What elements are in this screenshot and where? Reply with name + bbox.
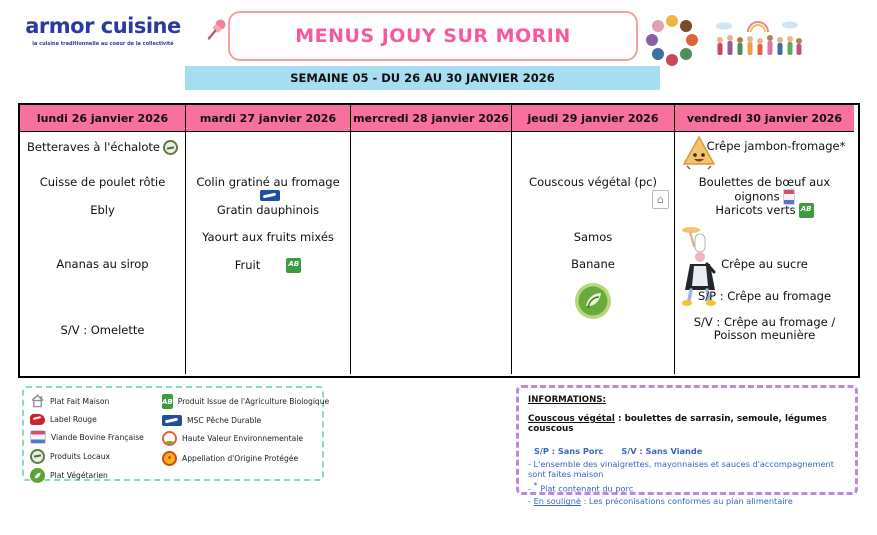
menu-item: Fruit AB <box>186 258 350 273</box>
day-header-lundi: lundi 26 janvier 2026 <box>20 105 186 132</box>
legend-label: Produit Issue de l'Agriculture Biologique <box>177 397 330 406</box>
legend-item <box>30 430 158 444</box>
produits-locaux-icon <box>163 140 178 155</box>
menu-item: Crêpe jambon-fromage* <box>706 139 846 153</box>
menu-column-mardi <box>186 132 351 374</box>
legend-right-column <box>162 394 330 483</box>
msc-label-icon <box>162 415 182 426</box>
menu-column-vendredi <box>675 132 854 374</box>
page-title: MENUS JOUY SUR MORIN <box>295 25 571 47</box>
informations-title: INFORMATIONS: <box>528 395 606 405</box>
legend-label: Haute Valeur Environnementale <box>182 434 304 443</box>
menu-item: Cuisse de poulet rôtie <box>39 175 166 189</box>
aop-icon <box>162 451 177 466</box>
logo-tagline: la cuisine traditionnelle au coeur de la collectivité <box>32 41 174 47</box>
legend-label: Appellation d'Origine Protégée <box>182 453 299 463</box>
menu-item: Crêpe au sucre <box>721 257 808 271</box>
menu-item: S/P : Crêpe au fromage <box>697 289 832 303</box>
day-header-jeudi: jeudi 29 janvier 2026 <box>512 105 675 132</box>
legend-item <box>30 413 158 426</box>
children-group-illustration <box>712 18 804 68</box>
ab-bio-icon: AB <box>799 203 814 218</box>
note-sauces: - L'ensemble des vinaigrettes, mayonnaises et sauces d'accompagnement sont faites maison <box>528 458 834 479</box>
menu-item: Ananas au sirop <box>56 257 149 271</box>
armor-cuisine-logo <box>18 14 188 47</box>
day-header-vendredi: vendredi 30 janvier 2026 <box>675 105 854 132</box>
note-porc: - * Plat contenant du porc <box>528 481 634 494</box>
menu-item: S/V : Crêpe au fromage / Poisson meunière <box>693 315 836 342</box>
menu-item: Ebly <box>90 203 115 217</box>
note-souligne: - En souligné : Les préconisations conformes au plan alimentaire <box>528 496 793 507</box>
legend-item <box>30 394 158 408</box>
sp-sv-note: S/P : Sans Porc S/V : Sans Viande <box>534 446 703 456</box>
hve-icon <box>162 431 177 446</box>
legend-label: Viande Bovine Française <box>51 432 144 442</box>
menu-item: Boulettes de bœuf aux oignons <box>698 175 831 204</box>
week-banner: SEMAINE 05 - DU 26 AU 30 JANVIER 2026 <box>185 66 660 90</box>
legend-label: Plat Fait Maison <box>50 396 110 406</box>
legend-item <box>162 414 322 427</box>
legend-left-column <box>30 394 158 483</box>
menu-item: Colin gratiné au fromage <box>186 176 350 202</box>
menu-table <box>18 103 860 378</box>
legend-item <box>30 449 158 464</box>
legend-item <box>162 431 322 446</box>
menu-column-lundi <box>20 132 186 374</box>
fait-maison-icon: ⌂ <box>652 188 669 209</box>
menu-item: Gratin dauphinois <box>216 203 320 217</box>
title-box <box>228 11 638 61</box>
menu-column-mercredi <box>351 132 512 374</box>
ab-bio-icon: AB <box>286 258 301 273</box>
menu-item: Yaourt aux fruits mixés <box>202 230 334 244</box>
label-rouge-icon <box>30 414 45 425</box>
menu-item: S/V : Omelette <box>60 323 145 337</box>
msc-label-icon <box>260 190 280 201</box>
logo-title: armor cuisine <box>25 14 181 38</box>
menu-column-jeudi <box>512 132 675 374</box>
legend-item <box>30 468 158 483</box>
menu-item: Samos <box>573 230 613 244</box>
couscous-note: Couscous végétal : boulettes de sarrasin, semoule, légumes couscous <box>528 414 827 434</box>
viande-bovine-francaise-icon <box>30 430 46 444</box>
fait-maison-house-icon <box>30 394 45 408</box>
menu-item: Banane <box>571 257 615 271</box>
plat-vegetarien-icon <box>30 468 45 483</box>
legend-box <box>22 386 330 481</box>
legend-label: Label Rouge <box>50 414 97 424</box>
ab-bio-icon: AB <box>162 394 173 409</box>
legend-label: Produits Locaux <box>50 451 111 461</box>
day-header-mardi: mardi 27 janvier 2026 <box>186 105 351 132</box>
legend-label: Plat Végétarien <box>50 471 108 480</box>
menu-item: Couscous végétal (pc) <box>529 175 657 189</box>
produits-locaux-icon <box>30 449 45 464</box>
menu-item: Betteraves à l'échalote <box>20 140 185 155</box>
legend-label: MSC Pêche Durable <box>187 415 262 425</box>
legend-item <box>162 394 330 409</box>
day-header-mercredi: mercredi 28 janvier 2026 <box>351 105 512 132</box>
pushpin-icon <box>201 15 231 45</box>
vegetarian-badge-icon <box>512 282 674 324</box>
children-circle-illustration <box>645 14 699 72</box>
menu-item: Haricots verts AB <box>675 203 854 218</box>
legend-item <box>162 451 322 466</box>
informations-box <box>516 385 858 507</box>
